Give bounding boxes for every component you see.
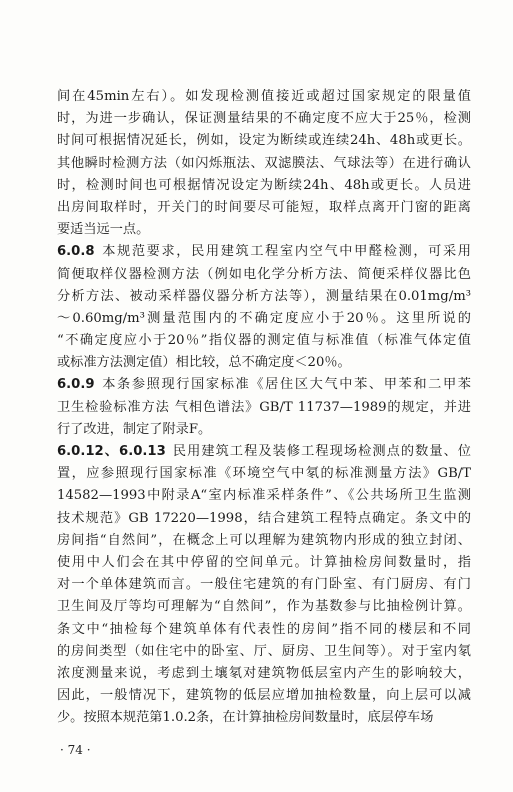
line-text: 使用中人们会在其中停留的空间单元。计算抽检房间数量时，指 [57,554,471,570]
line-text: 行了改进，制定了附录F。 [57,421,212,437]
text-line [57,308,471,330]
text-line [57,175,471,197]
text-line [57,397,471,419]
line-text: “不确定度应小于20％”指仪器的测定值与标准值（标准气体定值 [57,333,471,349]
line-text: 浓度测量来说，考虑到土壤氡对建筑物低层室内产生的影响较大， [57,665,471,681]
text-line [57,374,471,396]
line-text: 时，检测时间也可根据情况设定为断续24h、48h或更长。人员进 [57,177,471,193]
text-line [57,330,471,352]
text-line [57,108,471,130]
text-line [57,596,471,618]
text-line [57,641,471,663]
text-line [57,352,471,374]
line-text: 时间可根据情况延长，例如，设定为断续或连续24h、48h或更长。 [57,133,471,149]
line-text: 置，应参照现行国家标准《环境空气中氡的标准测量方法》GB/T [57,466,471,482]
line-text: 简便取样仪器检测方法（例如电化学分析方法、简便采样仪器比色 [57,266,471,282]
text-line [57,574,471,596]
line-text: 时，为进一步确认，保证测量结果的不确定度不应大于25％，检测 [57,111,471,127]
line-text: ～0.60mg/m³测量范围内的不确定度应小于20％。这里所说的 [57,310,471,326]
text-line [57,153,471,175]
section-number: 6.0.8 [57,244,95,260]
line-text: 间在45min左右）。如发现检测值接近或超过国家规定的限量值 [57,89,471,104]
line-text: 要适当远一点。 [57,222,150,238]
line-text: 本条参照现行国家标准《居住区大气中苯、甲苯和二甲苯 [100,377,471,393]
body-text [57,86,471,729]
text-line [57,707,471,729]
text-line [57,219,471,241]
line-text: 其他瞬时检测方法（如闪烁瓶法、双滤膜法、气球法等）在进行确认 [57,155,471,171]
text-line [57,508,471,530]
text-line [57,552,471,574]
text-line [57,663,471,685]
text-line [57,286,471,308]
line-text: 房间指“自然间”，在概念上可以理解为建筑物内形成的独立封闭、 [57,532,471,548]
section-number: 6.0.9 [57,377,95,393]
text-line [57,530,471,552]
line-text: 出房间取样时，开关门的时间要尽可能短，取样点离开门窗的距离 [57,199,471,215]
line-text: 少。按照本规范第1.0.2条，在计算抽检房间数量时，底层停车场 [57,710,434,726]
page-number: · 74 · [60,743,91,757]
text-line [57,463,471,485]
text-line [57,264,471,286]
line-text: 分析方法、被动采样器仪器分析方法等），测量结果在0.01mg/m³ [57,288,471,304]
line-text: 卫生间及厅等均可理解为“自然间”，作为基数参与比抽检例计算。 [57,599,471,615]
text-line [57,485,471,507]
line-text: 民用建筑工程及装修工程现场检测点的数量、位 [171,444,471,459]
line-text: 卫生检验标准方法 气相色谱法》GB/T 11737—1989的规定，并进 [57,399,471,415]
line-text: 技术规范》GB 17220—1998，结合建筑工程特点确定。条文中的 [57,510,471,526]
text-line [57,419,471,441]
text-line [57,441,471,463]
text-line [57,130,471,152]
line-text: 的房间类型（如住宅中的卧室、厅、厨房、卫生间等）。对于室内氡 [57,643,471,659]
line-text: 14582—1993中附录A“室内标准采样条件”、《公共场所卫生监测 [57,488,471,504]
text-line [57,241,471,263]
text-line [57,685,471,707]
line-text: 因此，一般情况下，建筑物的低层应增加抽检数量，向上层可以减 [57,688,471,704]
section-number: 6.0.12、6.0.13 [57,444,166,459]
text-line [57,86,471,108]
line-text: 条文中“抽检每个建筑单体有代表性的房间”指不同的楼层和不同 [57,621,471,637]
text-line [57,197,471,219]
line-text: 对一个单体建筑而言。一般住宅建筑的有门卧室、有门厨房、有门 [57,577,471,593]
line-text: 本规范要求，民用建筑工程室内空气中甲醛检测，可采用 [100,244,471,260]
line-text: 或标准方法测定值）相比较，总不确定度＜20％。 [57,355,351,371]
text-line [57,619,471,641]
